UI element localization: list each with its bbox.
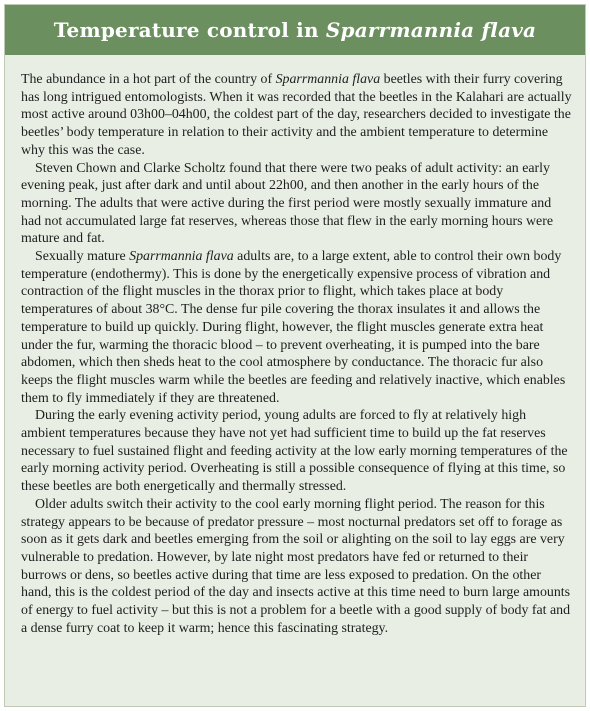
title-species: Sparrmannia flava (325, 18, 537, 42)
paragraph-1 (21, 71, 573, 160)
paragraph-3-after: adults are, to a large extent, able to control their own body temperature (endothermy). This is done by the energetically expensive process of vibration and contraction of the flight muscles in the thorax prior to flight, which takes place at body temperatures of about 38°C. The dense fur pile covering the thorax insulates it and allows the temperature to build up quickly. During flight, however, the flight muscles generate extra heat under the fur, warming the thoracic blood – to prevent overheating, it is pumped into the bare abdomen, which then sheds heat to the cool atmosphere by conductance. The thoracic fur also keeps the flight muscles warm while the beetles are feeding and relatively inactive, which enables them to fly immediately if they are threatened. (21, 249, 566, 406)
sidebar-header (5, 5, 585, 55)
sidebar-box (4, 4, 586, 707)
paragraph-3-before: Sexually mature (35, 249, 130, 265)
paragraph-1-species: Sparrmannia flava (275, 72, 381, 87)
paragraph-1-before: The abundance in a hot part of the country of (21, 72, 276, 87)
paragraph-3-species: Sparrmannia flava (129, 249, 234, 265)
paragraph-4: During the early evening activity period, young adults are forced to fly at relatively high ambient temperatures because they have not yet had sufficient time to build up the fat reserves necessary to fuel sustained flight and feeding activity at the low early morning temperatures of the early morning activity period. Overheating is still a possible consequence of flying at this time, so these beetles are both energetically and thermally stressed. (21, 408, 568, 495)
paragraph-1-after: beetles with their furry covering has long intrigued entomologists. When it was recorded that the beetles in the Kalahari are actually most active around 03h00–04h00, the coldest part of the day, researchers decided to investigate the beetles’ body temperature in relation to their activity and the ambient temperature to determine why this was the case. (21, 72, 572, 158)
paragraph-3 (21, 248, 573, 407)
title-prefix: Temperature control in (53, 18, 326, 42)
paragraph-5: Older adults switch their activity to the cool early morning flight period. The reason for this strategy appears to be because of predator pressure – most nocturnal predators set off to forage as soon as it gets dark and beetles emerging from the soil or alighting on the soil to lay eggs are very vulnerable to predation. However, by late night most predators have fed or returned to their burrows or dens, so beetles active during that time are less exposed to predation. On the other hand, this is the coldest period of the day and insects active at this time need to burn large amounts of energy to fuel activity – but this is not a problem for a beetle with a good supply of body fat and a dense furry coat to keep it warm; hence this fascinating strategy. (21, 496, 571, 636)
sidebar-body (5, 55, 585, 638)
sidebar-title (54, 18, 536, 42)
paragraph-2: Steven Chown and Clarke Scholtz found that there were two peaks of adult activity: an early evening peak, just after dark and until about 22h00, and then another in the early hours of the morning. The adults that were active during the first period were mostly sexually immature and had not accumulated large fat reserves, whereas those that flew in the early morning hours were mature and fat. (21, 160, 554, 247)
